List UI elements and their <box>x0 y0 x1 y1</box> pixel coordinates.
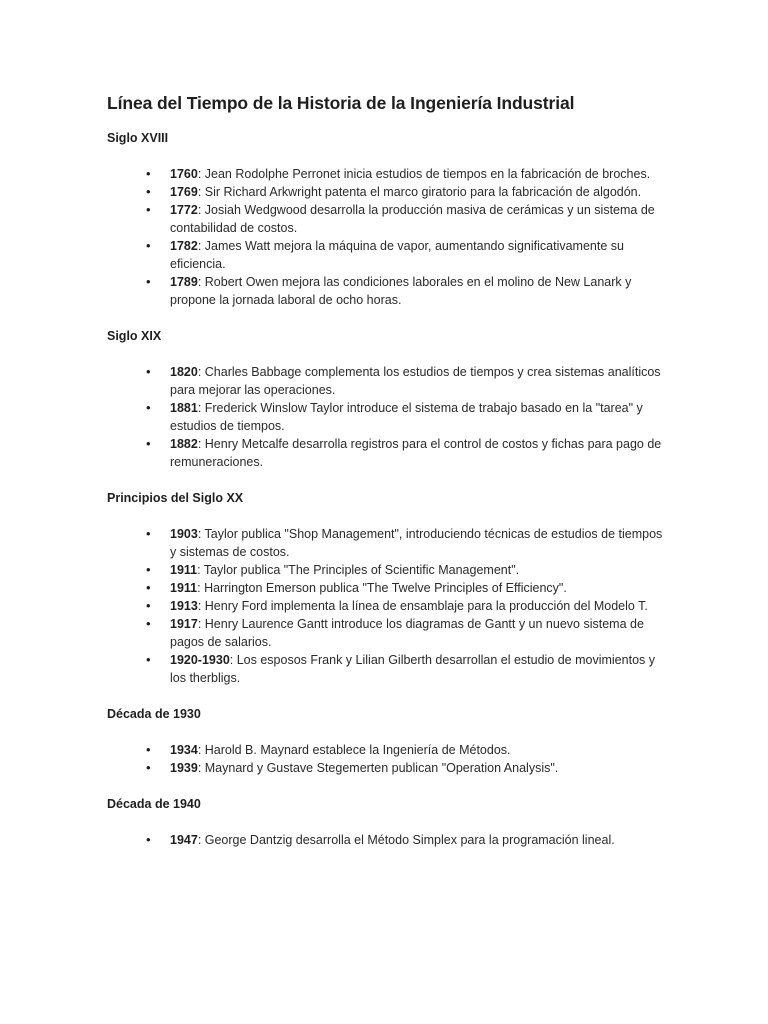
timeline-entry <box>146 201 668 237</box>
entry-year: 1913 <box>170 599 198 613</box>
bullet-icon: • <box>146 238 151 253</box>
bullet-icon: • <box>146 526 151 541</box>
timeline-entry <box>146 597 668 615</box>
entry-text: : George Dantzig desarrolla el Método Simplex para la programación lineal. <box>197 833 615 847</box>
entry-year: 1782 <box>170 239 198 253</box>
timeline-entry <box>146 831 668 849</box>
entry-text: : Jean Rodolphe Perronet inicia estudios de tiempos en la fabricación de broches. <box>197 167 651 181</box>
timeline-entry <box>146 525 668 561</box>
entry-text: : Henry Metcalfe desarrolla registros para el control de costos y fichas para pago de remuneraciones. <box>170 437 662 469</box>
entry-text: : Taylor publica "Shop Management", introduciendo técnicas de estudios de tiempos y sistemas de costos. <box>170 527 663 559</box>
timeline-entry <box>146 165 668 183</box>
entry-year: 1903 <box>170 527 198 541</box>
timeline-entry <box>146 363 668 399</box>
section-heading: Década de 1940 <box>107 797 201 811</box>
entry-text: : Henry Ford implementa la línea de ensamblaje para la producción del Modelo T. <box>197 599 648 613</box>
bullet-icon: • <box>146 760 151 775</box>
section-heading: Siglo XIX <box>107 329 162 343</box>
timeline-entry <box>146 237 668 273</box>
entry-text: : James Watt mejora la máquina de vapor, aumentando significativamente su eficiencia. <box>170 239 624 271</box>
bullet-icon: • <box>146 166 151 181</box>
bullet-icon: • <box>146 616 151 631</box>
timeline-list <box>107 525 668 687</box>
timeline-entry <box>146 399 668 435</box>
timeline-list <box>107 165 668 309</box>
entry-year: 1772 <box>170 203 198 217</box>
entry-year: 1911 <box>170 581 198 595</box>
entry-year: 1882 <box>170 437 198 451</box>
section-heading: Siglo XVIII <box>107 131 169 145</box>
entry-year: 1939 <box>170 761 198 775</box>
bullet-icon: • <box>146 832 151 847</box>
timeline-list <box>107 831 668 849</box>
entry-year: 1947 <box>170 833 198 847</box>
entry-text: : Sir Richard Arkwright patenta el marco giratorio para la fabricación de algodón. <box>197 185 642 199</box>
bullet-icon: • <box>146 202 151 217</box>
timeline-entry <box>146 615 668 651</box>
entry-text: : Taylor publica "The Principles of Scientific Management". <box>197 563 520 577</box>
entry-year: 1769 <box>170 185 198 199</box>
bullet-icon: • <box>146 742 151 757</box>
timeline-entry <box>146 579 668 597</box>
entry-text: : Henry Laurence Gantt introduce los diagramas de Gantt y un nuevo sistema de pagos de salarios. <box>170 617 644 649</box>
bullet-icon: • <box>146 598 151 613</box>
section-heading: Década de 1930 <box>107 707 201 721</box>
entry-year: 1911 <box>170 563 198 577</box>
entry-text: : Josiah Wedgwood desarrolla la producción masiva de cerámicas y un sistema de contabilidad de costos. <box>170 203 655 235</box>
section <box>107 327 668 471</box>
entry-text: : Frederick Winslow Taylor introduce el sistema de trabajo basado en la "tarea" y estudios de tiempos. <box>170 401 643 433</box>
timeline-entry <box>146 741 668 759</box>
timeline-entry <box>146 183 668 201</box>
section <box>107 705 668 777</box>
bullet-icon: • <box>146 184 151 199</box>
timeline-list <box>107 741 668 777</box>
entry-text: : Harrington Emerson publica "The Twelve Principles of Efficiency". <box>197 581 567 595</box>
entry-text: : Harold B. Maynard establece la Ingeniería de Métodos. <box>197 743 511 757</box>
timeline-entry <box>146 561 668 579</box>
bullet-icon: • <box>146 400 151 415</box>
section-heading: Principios del Siglo XX <box>107 491 244 505</box>
section <box>107 129 668 309</box>
entry-year: 1917 <box>170 617 198 631</box>
entry-year: 1760 <box>170 167 198 181</box>
timeline-list <box>107 363 668 471</box>
timeline-entry <box>146 273 668 309</box>
timeline-entry <box>146 651 668 687</box>
bullet-icon: • <box>146 436 151 451</box>
bullet-icon: • <box>146 652 151 667</box>
timeline-entry <box>146 435 668 471</box>
bullet-icon: • <box>146 580 151 595</box>
bullet-icon: • <box>146 364 151 379</box>
section <box>107 795 668 849</box>
entry-year: 1820 <box>170 365 198 379</box>
entry-year: 1934 <box>170 743 198 757</box>
entry-text: : Los esposos Frank y Lilian Gilberth desarrollan el estudio de movimientos y los therbligs. <box>170 653 655 685</box>
document-title: Línea del Tiempo de la Historia de la Ingeniería Industrial <box>107 93 575 113</box>
entry-year: 1789 <box>170 275 198 289</box>
entry-text: : Charles Babbage complementa los estudios de tiempos y crea sistemas analíticos para mejorar las operaciones. <box>170 365 661 397</box>
bullet-icon: • <box>146 274 151 289</box>
section <box>107 489 668 687</box>
bullet-icon: • <box>146 562 151 577</box>
entry-year: 1920-1930 <box>170 653 230 667</box>
entry-text: : Maynard y Gustave Stegemerten publican "Operation Analysis". <box>197 761 559 775</box>
timeline-entry <box>146 759 668 777</box>
entry-year: 1881 <box>170 401 198 415</box>
entry-text: : Robert Owen mejora las condiciones laborales en el molino de New Lanark y propone la jornada laboral de ocho horas. <box>170 275 632 307</box>
document-body <box>107 129 668 849</box>
